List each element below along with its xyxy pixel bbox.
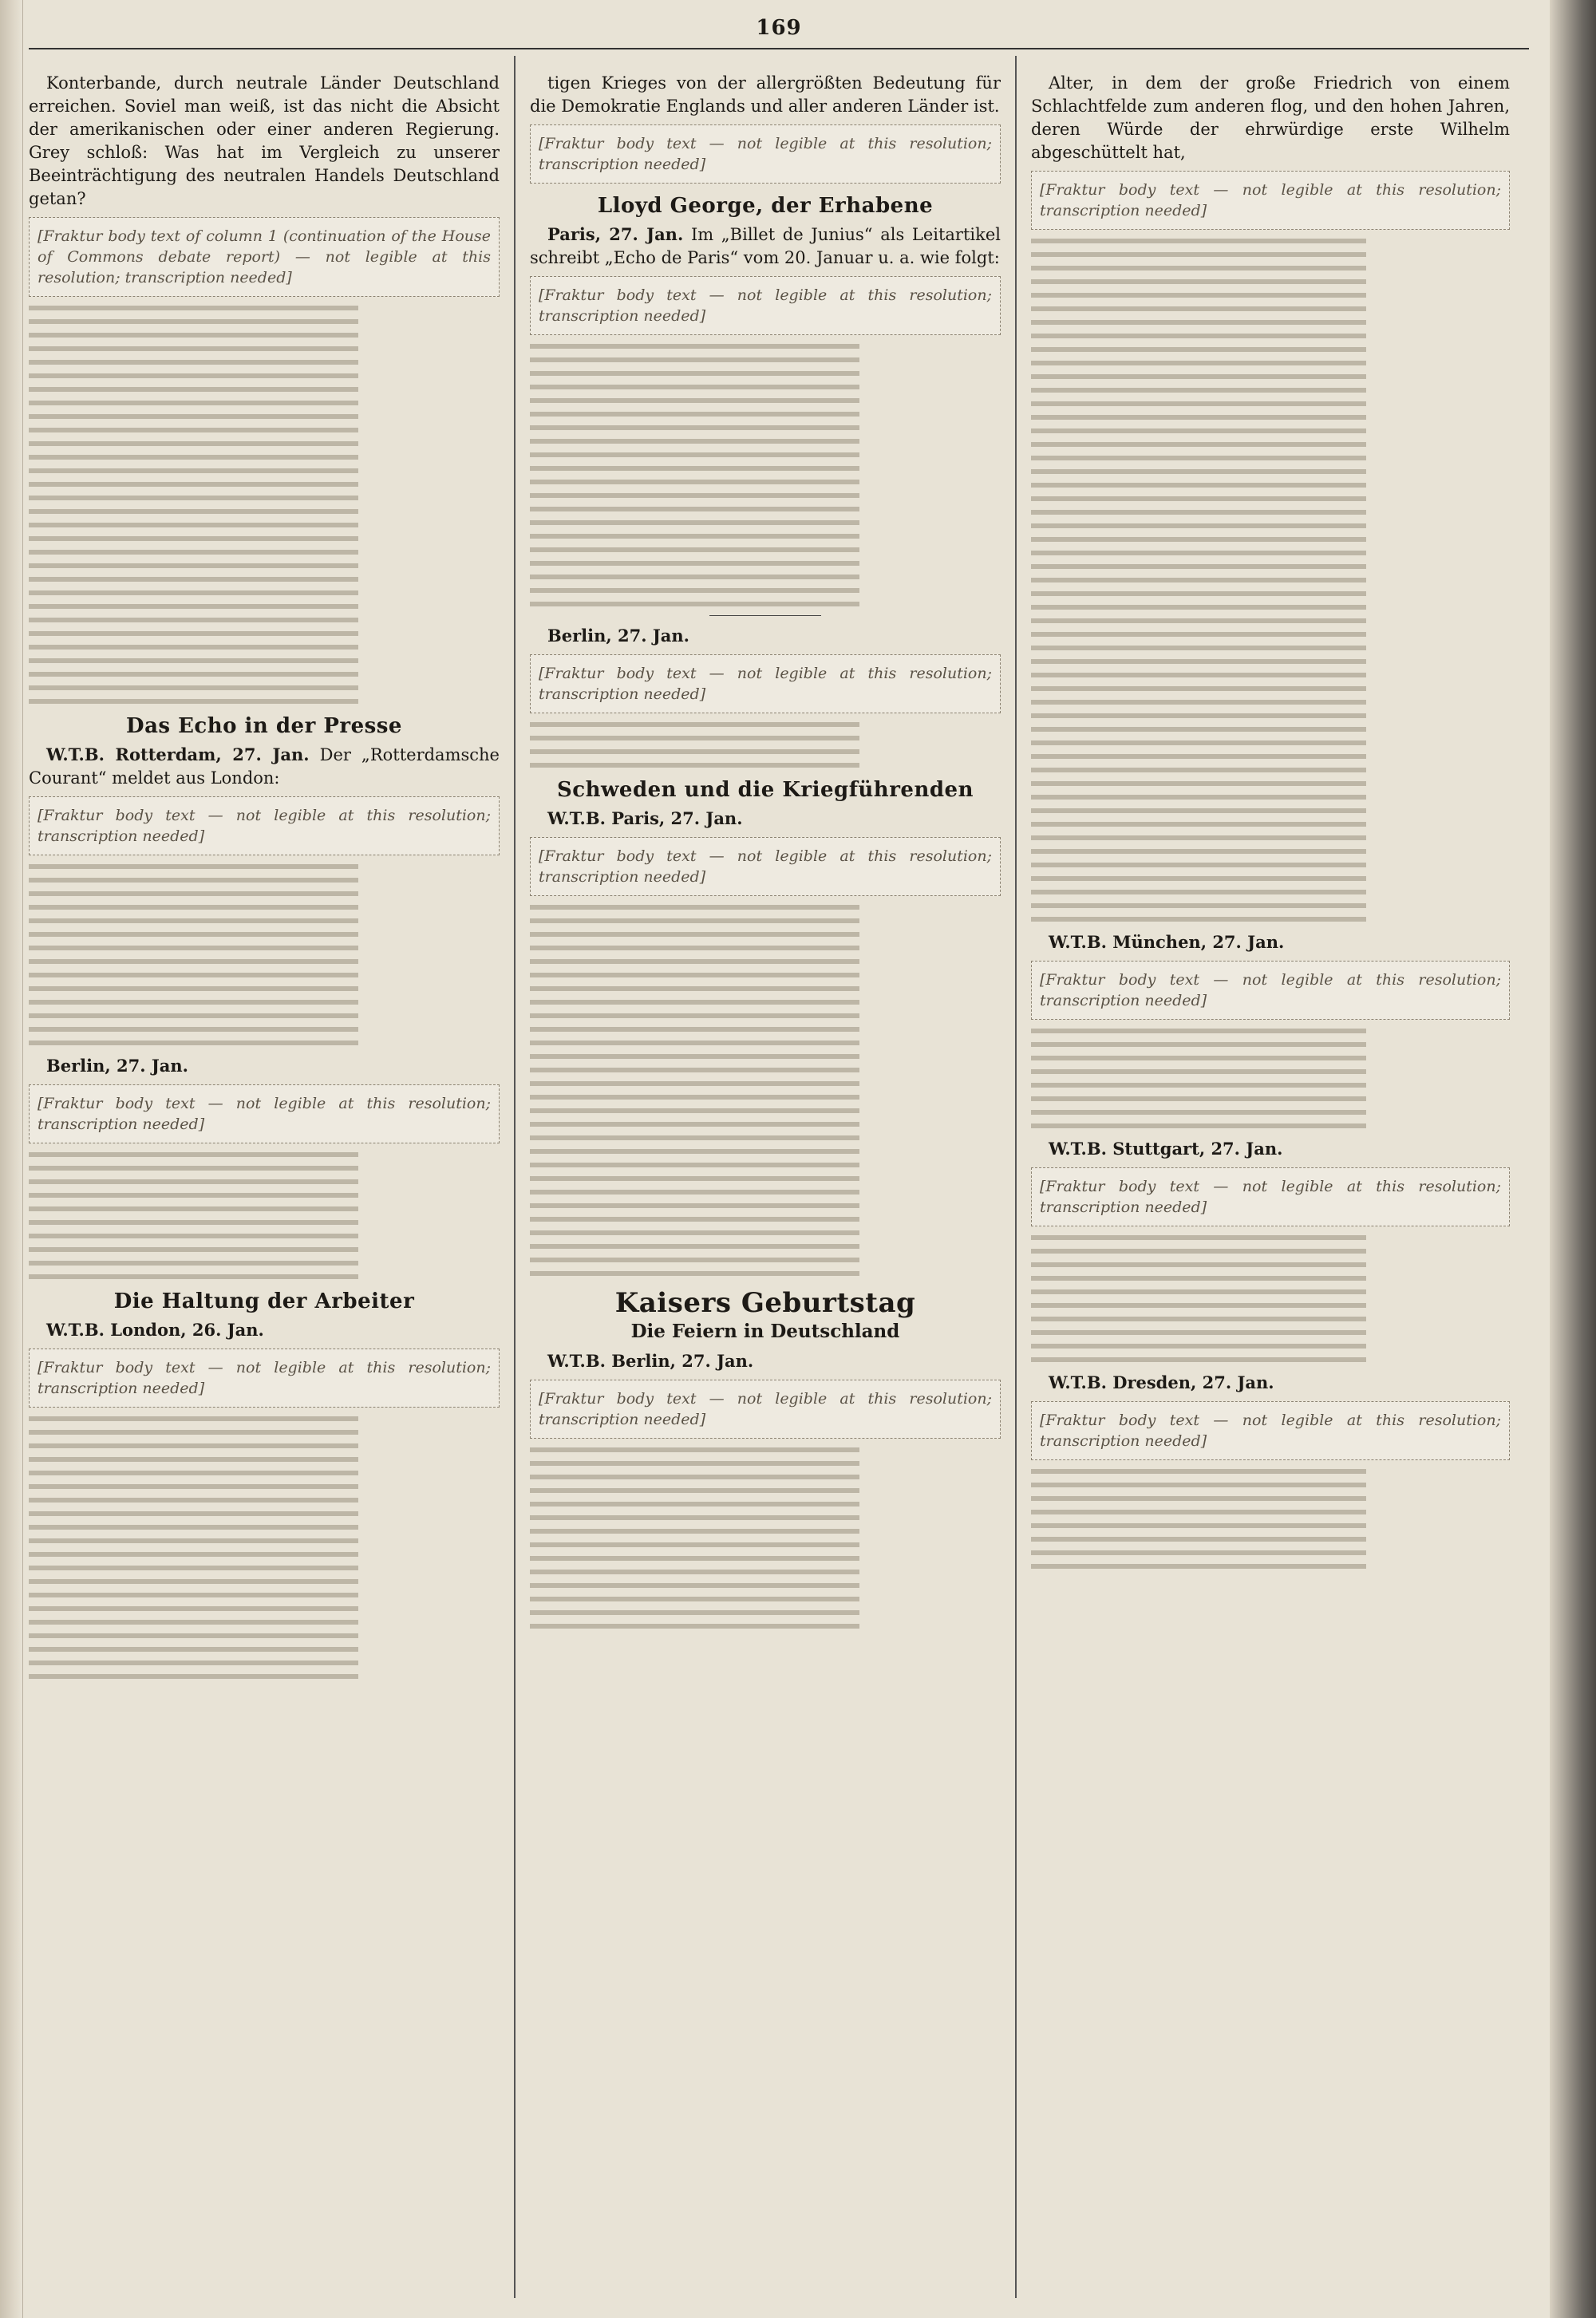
text-filler <box>1031 727 1510 732</box>
text-filler <box>1031 1357 1510 1362</box>
text-filler <box>1031 415 1510 420</box>
text-filler <box>29 1525 500 1530</box>
text-filler <box>1031 523 1510 528</box>
text-filler <box>530 371 1001 376</box>
text-filler <box>29 550 500 555</box>
text-filler <box>530 1122 1001 1127</box>
text-filler <box>1031 306 1510 311</box>
text-filler <box>1031 673 1510 677</box>
text-filler <box>29 1166 500 1171</box>
dateline: Berlin, 27. Jan. <box>547 626 689 646</box>
text-filler <box>530 412 1001 417</box>
text-filler <box>1031 632 1510 637</box>
dateline: W.T.B. Paris, 27. Jan. <box>547 808 743 828</box>
text-filler <box>1031 1523 1510 1528</box>
text-filler <box>29 401 500 405</box>
page-number: 169 <box>756 16 802 40</box>
column-3-text-placeholder-a: [Fraktur body text — not legible at this resolution; transcription needed] <box>1031 171 1510 230</box>
text-filler <box>29 891 500 896</box>
dateline: W.T.B. Berlin, 27. Jan. <box>547 1351 754 1371</box>
column-3-text-placeholder-b: [Fraktur body text — not legible at this resolution; transcription needed] <box>1031 961 1510 1020</box>
text-filler <box>29 319 500 324</box>
text-filler <box>1031 1235 1510 1240</box>
text-filler <box>530 344 1001 349</box>
text-filler <box>530 480 1001 484</box>
text-filler <box>29 685 500 690</box>
newspaper-page <box>29 16 1529 2298</box>
article-heading-schweden: Schweden und die Kriegführenden <box>557 778 974 802</box>
text-filler <box>530 534 1001 539</box>
text-filler <box>530 946 1001 950</box>
text-filler <box>530 1529 1001 1534</box>
text-filler <box>1031 1550 1510 1555</box>
text-filler <box>29 523 500 527</box>
text-filler <box>530 507 1001 511</box>
text-filler <box>530 602 1001 606</box>
text-filler <box>29 1274 500 1279</box>
text-filler <box>530 1095 1001 1100</box>
text-filler <box>530 763 1001 768</box>
text-filler <box>530 385 1001 389</box>
text-filler <box>1031 1496 1510 1501</box>
column-1-text-placeholder-d: [Fraktur body text — not legible at this resolution; transcription needed] <box>29 1349 500 1408</box>
text-filler <box>29 1593 500 1597</box>
text-filler <box>1031 618 1510 623</box>
column-3-opening: Alter, in dem der große Friedrich von einem Schlachtfelde zum anderen flog, und den hohen Jahren, deren Würde der ehrwürdige erste Wilhelm abgeschüttelt hat, <box>1031 73 1510 162</box>
text-filler <box>1031 740 1510 745</box>
text-filler <box>530 575 1001 579</box>
text-filler <box>530 588 1001 593</box>
text-filler <box>29 468 500 473</box>
text-filler <box>530 1068 1001 1072</box>
text-filler <box>530 439 1001 444</box>
text-filler <box>1031 1123 1510 1128</box>
text-filler <box>29 1261 500 1266</box>
column-2-text-placeholder-b: [Fraktur body text — not legible at this resolution; transcription needed] <box>530 276 1001 335</box>
text-filler <box>29 905 500 910</box>
text-filler <box>1031 252 1510 257</box>
text-filler <box>1031 903 1510 908</box>
text-filler <box>29 1511 500 1516</box>
text-filler <box>1031 456 1510 460</box>
article-heading-haltung-der-arbeiter: Die Haltung der Arbeiter <box>113 1289 415 1313</box>
text-filler <box>530 1258 1001 1262</box>
text-filler <box>1031 659 1510 664</box>
text-filler <box>530 1041 1001 1045</box>
text-filler <box>29 932 500 937</box>
text-filler <box>1031 578 1510 582</box>
text-filler <box>29 1234 500 1238</box>
article-lead: Der „Rotterdamsche Courant“ meldet aus London: <box>29 745 500 788</box>
text-filler <box>29 1484 500 1489</box>
text-filler <box>29 1552 500 1557</box>
text-filler <box>530 986 1001 991</box>
text-filler <box>1031 537 1510 542</box>
text-filler <box>530 1515 1001 1520</box>
text-filler <box>1031 754 1510 759</box>
text-filler <box>530 466 1001 471</box>
text-filler <box>29 441 500 446</box>
text-filler <box>29 563 500 568</box>
text-filler <box>530 561 1001 566</box>
text-filler <box>29 1247 500 1252</box>
text-filler <box>1031 496 1510 501</box>
text-filler <box>29 1633 500 1638</box>
column-1-text-placeholder-b: [Fraktur body text — not legible at this resolution; transcription needed] <box>29 796 500 855</box>
text-filler <box>1031 1262 1510 1267</box>
text-filler <box>530 973 1001 977</box>
column-2-text-placeholder-c: [Fraktur body text — not legible at this resolution; transcription needed] <box>530 654 1001 713</box>
text-filler <box>29 414 500 419</box>
text-filler <box>29 1027 500 1032</box>
dateline: W.T.B. Dresden, 27. Jan. <box>1049 1372 1274 1392</box>
text-filler <box>1031 713 1510 718</box>
text-filler <box>530 1271 1001 1276</box>
text-filler <box>29 482 500 487</box>
binding-edge <box>1550 0 1596 2318</box>
text-filler <box>1031 1096 1510 1101</box>
text-filler <box>1031 347 1510 352</box>
text-filler <box>1031 1483 1510 1487</box>
text-filler <box>1031 768 1510 772</box>
text-filler <box>530 398 1001 403</box>
text-filler <box>530 1570 1001 1574</box>
text-filler <box>1031 1469 1510 1474</box>
column-3 <box>1031 72 1510 2298</box>
article-heading-lloyd-george: Lloyd George, der Erhabene <box>597 194 934 218</box>
text-filler <box>1031 510 1510 515</box>
article-heading-das-echo: Das Echo in der Presse <box>126 714 402 738</box>
text-filler <box>29 1674 500 1679</box>
text-filler <box>1031 1069 1510 1074</box>
text-filler <box>1031 564 1510 569</box>
text-filler <box>29 986 500 991</box>
text-filler <box>1031 1510 1510 1514</box>
text-filler <box>29 1220 500 1225</box>
column-2-text-placeholder-e: [Fraktur body text — not legible at this resolution; transcription needed] <box>530 1380 1001 1439</box>
text-filler <box>29 672 500 677</box>
column-1-text-placeholder-c: [Fraktur body text — not legible at this resolution; transcription needed] <box>29 1084 500 1143</box>
text-filler <box>29 1193 500 1198</box>
text-filler <box>29 699 500 704</box>
text-filler <box>29 455 500 460</box>
text-filler <box>1031 1042 1510 1047</box>
column-1-text-placeholder-a: [Fraktur body text of column 1 (continuation of the House of Commons debate report) — not legible at this resolution; transcription needed] <box>29 217 500 297</box>
text-filler <box>29 878 500 883</box>
header-rule <box>29 48 1529 49</box>
text-filler <box>530 1013 1001 1018</box>
text-filler <box>1031 374 1510 379</box>
text-filler <box>1031 442 1510 447</box>
text-filler <box>530 1230 1001 1235</box>
text-filler <box>1031 890 1510 894</box>
text-filler <box>1031 266 1510 270</box>
text-filler <box>1031 469 1510 474</box>
article-heading-kaisers-geburtstag: Kaisers Geburtstag <box>614 1287 916 1319</box>
column-2-opening: tigen Krieges von der allergrößten Bedeutung für die Demokratie Englands und aller anderen Länder ist. <box>530 73 1001 116</box>
text-filler <box>1031 483 1510 488</box>
column-2-text-placeholder-a: [Fraktur body text — not legible at this resolution; transcription needed] <box>530 124 1001 184</box>
text-filler <box>530 1475 1001 1479</box>
text-filler <box>29 373 500 378</box>
text-filler <box>1031 795 1510 800</box>
text-filler <box>29 645 500 650</box>
text-filler <box>29 1566 500 1570</box>
text-filler <box>530 1583 1001 1588</box>
text-filler <box>530 1000 1001 1005</box>
text-filler <box>29 496 500 500</box>
column-rule-1 <box>514 56 516 2298</box>
text-filler <box>530 1054 1001 1059</box>
text-filler <box>1031 781 1510 786</box>
text-filler <box>1031 428 1510 433</box>
column-2-text-placeholder-d: [Fraktur body text — not legible at this resolution; transcription needed] <box>530 837 1001 896</box>
text-filler <box>530 1556 1001 1561</box>
text-filler <box>1031 239 1510 243</box>
column-2 <box>530 72 1001 2298</box>
text-filler <box>1031 835 1510 840</box>
text-filler <box>29 1041 500 1045</box>
text-filler <box>1031 1303 1510 1308</box>
column-3-text-placeholder-d: [Fraktur body text — not legible at this resolution; transcription needed] <box>1031 1401 1510 1460</box>
text-filler <box>29 509 500 514</box>
text-filler <box>1031 1317 1510 1321</box>
text-filler <box>29 1179 500 1184</box>
text-filler <box>530 1488 1001 1493</box>
text-filler <box>1031 863 1510 867</box>
text-filler <box>29 946 500 950</box>
text-filler <box>29 959 500 964</box>
text-filler <box>1031 591 1510 596</box>
text-filler <box>29 973 500 977</box>
text-filler <box>29 590 500 595</box>
text-filler <box>530 959 1001 964</box>
text-filler <box>530 520 1001 525</box>
text-filler <box>530 1027 1001 1032</box>
text-filler <box>29 1206 500 1211</box>
column-1-opening: Konterbande, durch neutrale Länder Deutschland erreichen. Soviel man weiß, ist das nicht die Absicht der amerikanischen oder einer anderen Regierung. Grey schloß: Was hat im Vergleich zu unserer Beeinträchtigung des neutralen Handels Deutschland getan? <box>29 73 500 208</box>
text-filler <box>29 1606 500 1611</box>
text-filler <box>1031 361 1510 365</box>
article-lead: Im „Billet de Junius“ als Leitartikel schreibt „Echo de Paris“ vom 20. Januar u. a. wie folgt: <box>530 225 1001 267</box>
text-filler <box>29 1647 500 1652</box>
text-filler <box>1031 808 1510 813</box>
text-filler <box>29 360 500 365</box>
text-filler <box>530 1149 1001 1154</box>
text-filler <box>530 452 1001 457</box>
text-filler <box>1031 1110 1510 1115</box>
text-filler <box>530 547 1001 552</box>
text-filler <box>1031 1083 1510 1088</box>
text-filler <box>530 1163 1001 1167</box>
dateline: W.T.B. Stuttgart, 27. Jan. <box>1049 1139 1283 1159</box>
text-filler <box>530 1624 1001 1629</box>
text-filler <box>530 1461 1001 1466</box>
text-filler <box>29 536 500 541</box>
article-subheading-feiern: Die Feiern in Deutschland <box>630 1321 900 1342</box>
text-filler <box>530 1203 1001 1208</box>
text-filler <box>1031 822 1510 827</box>
text-filler <box>1031 1029 1510 1033</box>
text-filler <box>1031 401 1510 406</box>
column-1 <box>29 72 500 2298</box>
text-filler <box>1031 1289 1510 1294</box>
text-filler <box>29 1000 500 1005</box>
column-3-text-placeholder-c: [Fraktur body text — not legible at this resolution; transcription needed] <box>1031 1167 1510 1226</box>
text-filler <box>1031 320 1510 325</box>
text-filler <box>530 1081 1001 1086</box>
text-filler <box>530 905 1001 910</box>
dateline: W.T.B. London, 26. Jan. <box>46 1320 264 1340</box>
text-filler <box>530 357 1001 362</box>
dateline: Paris, 27. Jan. <box>547 224 684 244</box>
text-filler <box>1031 917 1510 922</box>
text-filler <box>29 306 500 310</box>
text-filler <box>530 918 1001 923</box>
text-filler <box>530 1190 1001 1195</box>
text-filler <box>1031 1537 1510 1542</box>
text-filler <box>29 1498 500 1503</box>
text-filler <box>1031 279 1510 284</box>
text-filler <box>1031 334 1510 338</box>
section-divider <box>709 615 821 616</box>
text-filler <box>29 1471 500 1475</box>
text-filler <box>530 1108 1001 1113</box>
text-filler <box>530 1542 1001 1547</box>
text-filler <box>1031 646 1510 650</box>
text-filler <box>1031 388 1510 393</box>
previous-page-edge <box>0 0 23 2318</box>
text-filler <box>530 1244 1001 1249</box>
text-filler <box>530 493 1001 498</box>
column-rule-2 <box>1015 56 1017 2298</box>
text-filler <box>29 658 500 663</box>
text-filler <box>29 333 500 338</box>
text-filler <box>530 722 1001 727</box>
text-filler <box>1031 1249 1510 1254</box>
text-filler <box>29 618 500 622</box>
text-filler <box>1031 1344 1510 1349</box>
text-filler <box>29 1430 500 1435</box>
text-filler <box>29 1538 500 1543</box>
text-filler <box>29 1152 500 1157</box>
text-filler <box>29 1457 500 1462</box>
text-filler <box>29 864 500 869</box>
text-filler <box>530 1176 1001 1181</box>
text-filler <box>1031 1056 1510 1060</box>
text-filler <box>29 631 500 636</box>
text-filler <box>29 346 500 351</box>
text-filler <box>1031 293 1510 298</box>
text-filler <box>1031 605 1510 610</box>
text-filler <box>29 1661 500 1665</box>
text-filler <box>530 736 1001 740</box>
text-filler <box>530 932 1001 937</box>
text-filler <box>530 425 1001 430</box>
text-filler <box>1031 700 1510 705</box>
dateline: Berlin, 27. Jan. <box>46 1056 188 1076</box>
text-filler <box>530 1597 1001 1601</box>
text-filler <box>530 749 1001 754</box>
text-filler <box>530 1502 1001 1507</box>
text-filler <box>530 1135 1001 1140</box>
text-filler <box>29 1013 500 1018</box>
text-filler <box>29 387 500 392</box>
text-filler <box>29 1443 500 1448</box>
text-filler <box>1031 686 1510 691</box>
text-filler <box>29 604 500 609</box>
text-filler <box>530 1217 1001 1222</box>
text-filler <box>1031 876 1510 881</box>
text-filler <box>29 577 500 582</box>
dateline: W.T.B. München, 27. Jan. <box>1049 932 1285 952</box>
text-filler <box>530 1447 1001 1452</box>
text-filler <box>29 918 500 923</box>
text-filler <box>1031 1330 1510 1335</box>
text-filler <box>1031 551 1510 555</box>
text-filler <box>1031 849 1510 854</box>
text-filler <box>29 1416 500 1421</box>
text-filler <box>530 1610 1001 1615</box>
dateline: W.T.B. Rotterdam, 27. Jan. <box>46 744 310 764</box>
text-filler <box>29 1620 500 1625</box>
text-filler <box>1031 1276 1510 1281</box>
text-filler <box>29 1579 500 1584</box>
text-filler <box>1031 1564 1510 1569</box>
text-filler <box>29 428 500 432</box>
